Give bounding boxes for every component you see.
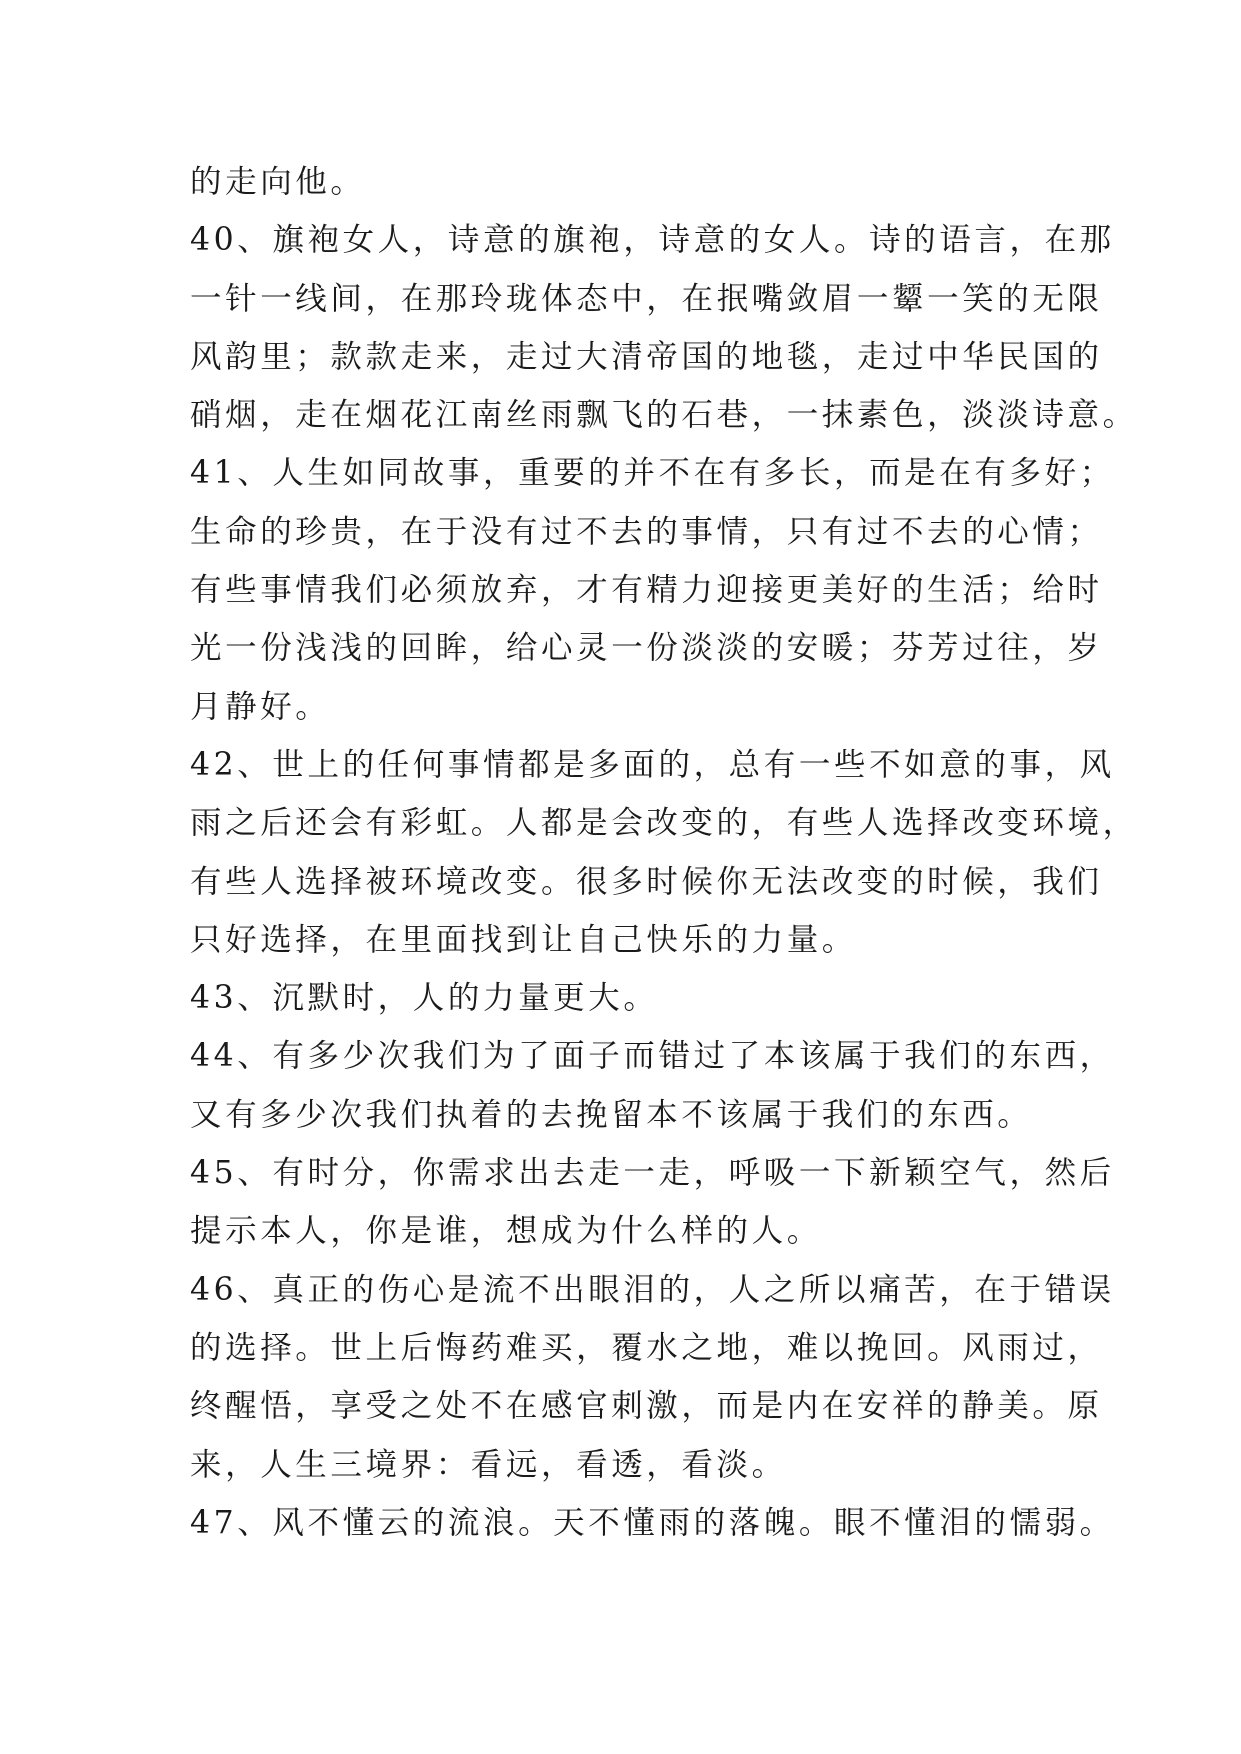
text-line: 的走向他。 (190, 164, 366, 200)
body-text (190, 153, 1138, 1552)
text-line: 又有多少次我们执着的去挽留本不该属于我们的东西。 (190, 1096, 1033, 1133)
text-line: 有些人选择被环境改变。很多时候你无法改变的时候，我们 (190, 863, 1103, 900)
text-line: 40、旗袍女人，诗意的旗袍，诗意的女人。诗的语言，在那 (190, 222, 1115, 259)
text-line: 雨之后还会有彩虹。人都是会改变的，有些人选择改变环境， (190, 805, 1138, 842)
text-line: 一针一线间，在那玲珑体态中，在抿嘴敛眉一颦一笑的无限 (190, 280, 1103, 317)
text-line: 光一份浅浅的回眸，给心灵一份淡淡的安暖；芬芳过往，岁 (190, 630, 1103, 667)
text-line: 43、沉默时，人的力量更大。 (190, 980, 659, 1017)
text-line: 41、人生如同故事，重要的并不在有多长，而是在有多好； (190, 455, 1115, 492)
text-line: 来，人生三境界：看远，看透，看淡。 (190, 1446, 787, 1483)
text-line: 45、有时分，你需求出去走一走，呼吸一下新颖空气，然后 (190, 1155, 1115, 1192)
text-line: 47、风不懂云的流浪。天不懂雨的落魄。眼不懂泪的懦弱。 (190, 1504, 1115, 1541)
text-line: 月静好。 (190, 688, 331, 725)
text-line: 风韵里；款款走来，走过大清帝国的地毯，走过中华民国的 (190, 338, 1103, 375)
text-line: 提示本人，你是谁，想成为什么样的人。 (190, 1213, 822, 1250)
text-line: 46、真正的伤心是流不出眼泪的，人之所以痛苦，在于错误 (190, 1271, 1115, 1308)
text-line: 只好选择，在里面找到让自己快乐的力量。 (190, 921, 857, 958)
text-line: 终醒悟，享受之处不在感官刺激，而是内在安祥的静美。原 (190, 1388, 1103, 1425)
text-line: 42、世上的任何事情都是多面的，总有一些不如意的事，风 (190, 746, 1115, 783)
text-line: 有些事情我们必须放弃，才有精力迎接更美好的生活；给时 (190, 572, 1103, 609)
text-line: 生命的珍贵，在于没有过不去的事情，只有过不去的心情； (190, 513, 1103, 550)
text-line: 的选择。世上后悔药难买，覆水之地，难以挽回。风雨过， (190, 1329, 1103, 1366)
text-line: 44、有多少次我们为了面子而错过了本该属于我们的东西， (190, 1038, 1115, 1075)
text-line: 硝烟，走在烟花江南丝雨飘飞的石巷，一抹素色，淡淡诗意。 (190, 397, 1138, 434)
